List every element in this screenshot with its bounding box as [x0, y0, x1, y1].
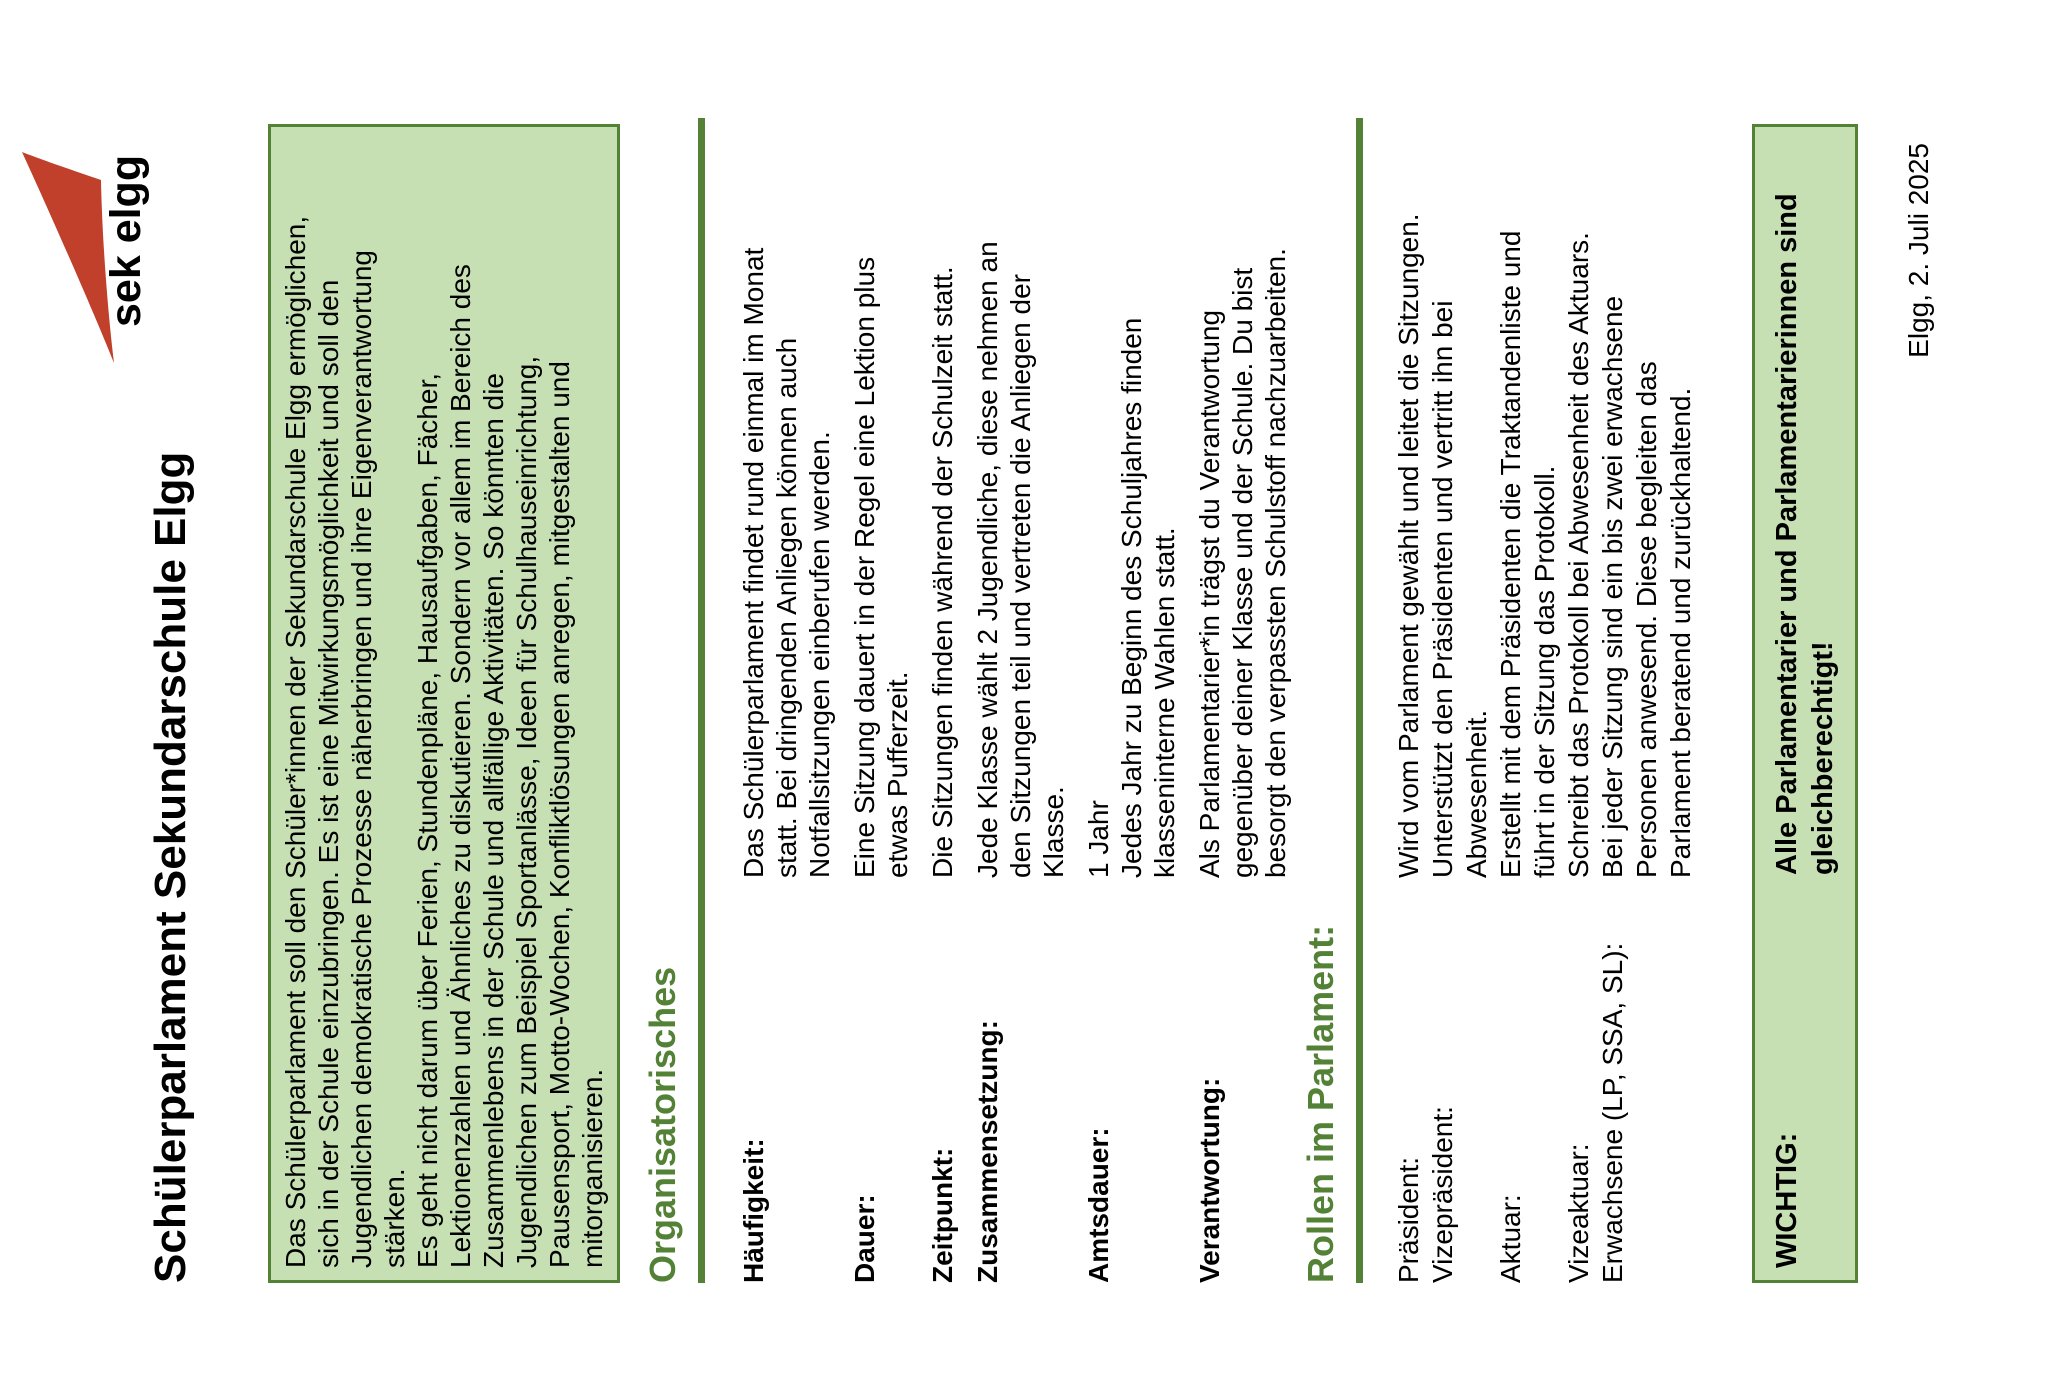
term-row	[737, 118, 836, 1283]
term-description: 1 Jahr Jedes Jahr zu Beginn des Schuljahres finden klasseninterne Wahlen statt.	[1083, 317, 1180, 878]
role-description: Erstellt mit dem Präsidenten die Traktandenliste und führt in der Sitzung das Protokoll.	[1495, 230, 1560, 878]
sek-elgg-logo	[22, 148, 151, 363]
term-row	[848, 118, 914, 1283]
role-row	[1494, 118, 1562, 1283]
page-title: Schülerparlament Sekundarschule Elgg	[146, 451, 195, 1283]
term-label: Amtsdauer:	[1083, 1127, 1114, 1283]
wichtig-label: WICHTIG:	[1771, 1132, 1803, 1268]
role-row	[1426, 118, 1494, 1283]
term-description: Eine Sitzung dauert in der Regel eine Lektion plus etwas Pufferzeit.	[849, 256, 913, 878]
term-row	[1082, 118, 1181, 1283]
role-description: Unterstützt den Präsidenten und vertritt ihn bei Abwesenheit.	[1427, 300, 1492, 878]
term-description: Das Schülerparlament findet rund einmal im Monat statt. Bei dringenden Anliegen können auch Notfallsitzungen einberufen werden.	[738, 247, 835, 878]
wichtig-box	[1752, 124, 1858, 1283]
role-row	[1392, 118, 1426, 1283]
term-description: Die Sitzungen finden während der Schulzeit statt.	[927, 266, 958, 878]
term-label: Verantwortung:	[1194, 1077, 1225, 1283]
role-label: Vizepräsident:	[1427, 1106, 1458, 1283]
role-row	[1562, 118, 1596, 1283]
term-row	[971, 118, 1070, 1283]
term-label: Häufigkeit:	[738, 1138, 769, 1283]
role-label: Präsident:	[1393, 1156, 1424, 1283]
rollen-list	[1392, 118, 1698, 1283]
section-heading-organisatorisches: Organisatorisches	[642, 118, 705, 1283]
role-description: Schreibt das Protokoll bei Abwesenheit des Aktuars.	[1563, 232, 1594, 878]
organisatorisches-list	[737, 118, 1304, 1283]
role-description: Bei jeder Sitzung sind ein bis zwei erwachsene Personen anwesend. Diese begleiten das Parlament beratend und zurückhaltend.	[1597, 295, 1696, 878]
term-description: Jede Klasse wählt 2 Jugendliche, diese nehmen an den Sitzungen teil und vertreten die Anliegen der Klasse.	[972, 241, 1069, 878]
date-line: Elgg, 2. Juli 2025	[1903, 143, 1934, 358]
term-label: Dauer:	[849, 1194, 880, 1283]
role-row	[1596, 118, 1698, 1283]
section-heading-rollen: Rollen im Parlament:	[1300, 118, 1363, 1283]
role-description: Wird vom Parlament gewählt und leitet die Sitzungen.	[1393, 213, 1424, 878]
term-row	[926, 118, 959, 1283]
wichtig-text: Alle Parlamentarier und Parlamentarierinnen sind gleichberechtigt!	[1771, 193, 1839, 875]
intro-text: Das Schülerparlament soll den Schüler*innen der Sekundarschule Elgg ermöglichen, sich in der Schule einzubringen. Es ist eine Mitwirkungsmöglichkeit und soll den Jugendlichen demokratische Prozesse näherbringen und ihre Eigenverantwortung stärken. Es geht nicht darum über Ferien, Stundenpläne, Hausaufgaben, Fächer, Lektionenzahlen und Ähnliches zu diskutieren. Sondern vor allem im Bereich des Zusammenlebens in der Schule und allfällige Aktivitäten. So könnten die Jugendlichen zum Beispiel Sportanlässe, Ideen für Schulhauseinrichtung, Pausensport, Motto-Wochen, Konfliktlösungen anregen, mitgestalten und mitorganisieren.	[280, 215, 608, 1268]
term-label: Zusammensetzung:	[972, 1020, 1003, 1283]
role-label: Vizeaktuar:	[1563, 1143, 1594, 1283]
term-description: Als Parlamentarier*in trägst du Verantwortung gegenüber deiner Klasse und der Schule. Du bist besorgt den verpassten Schulstoff nachzuarbeiten.	[1194, 248, 1291, 878]
intro-box	[268, 124, 620, 1283]
logo-text: sek elgg	[102, 154, 150, 327]
term-row	[1193, 118, 1292, 1283]
role-label: Erwachsene (LP, SSA, SL):	[1597, 942, 1628, 1283]
role-label: Aktuar:	[1495, 1194, 1526, 1283]
term-label: Zeitpunkt:	[927, 1147, 958, 1283]
